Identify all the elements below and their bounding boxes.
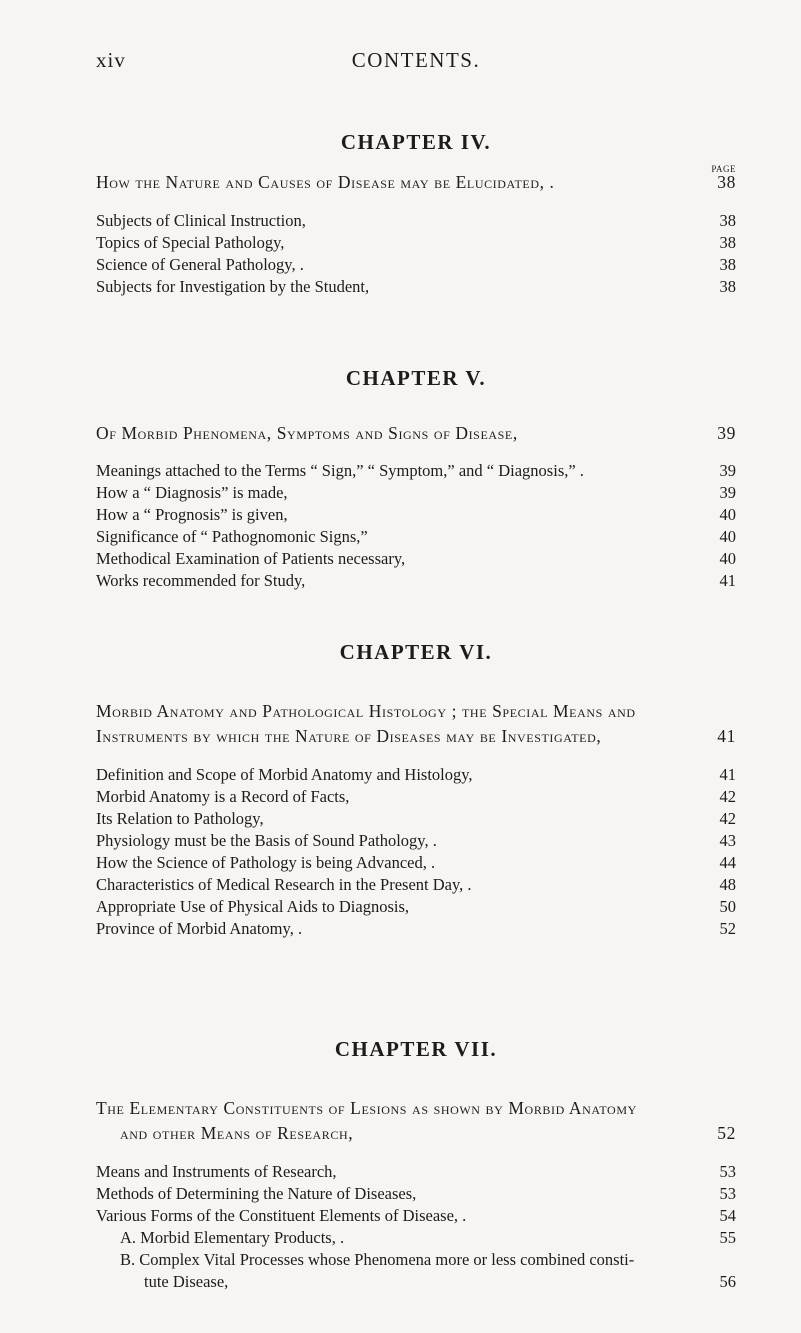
toc-entry: [96, 830, 736, 852]
page-number: 38: [717, 172, 736, 192]
toc-entry: [96, 852, 736, 874]
chapter-5: [96, 366, 736, 592]
toc-entry: [96, 482, 736, 504]
toc-entry-text: Characteristics of Medical Research in the Present Day, .: [96, 875, 472, 894]
running-title: CONTENTS.: [351, 48, 481, 72]
page-number: 38: [719, 277, 736, 296]
page-number: 43: [719, 831, 736, 850]
page-number: 40: [719, 505, 736, 524]
toc-entry: [96, 786, 736, 808]
page-number: 56: [719, 1272, 736, 1291]
chapter-heading-text: Of Morbid Phenomena, Symptoms and Signs of Disease,: [96, 423, 518, 443]
page-number: 55: [719, 1228, 736, 1247]
toc-entry-text: How the Science of Pathology is being Advanced, .: [96, 853, 436, 872]
toc-entries: [96, 1161, 736, 1293]
toc-entry-text: Its Relation to Pathology,: [96, 809, 264, 828]
page-number: 42: [719, 809, 736, 828]
chapter-title: CHAPTER VI.: [339, 640, 493, 664]
chapter-7: [96, 1037, 736, 1293]
toc-entries: [96, 460, 736, 592]
toc-entries: [96, 210, 736, 298]
toc-entry-text: Topics of Special Pathology,: [96, 233, 285, 252]
chapter-heading: [96, 421, 736, 446]
toc-entry: [96, 764, 736, 786]
page-number: 42: [719, 787, 736, 806]
toc-entry-text: B. Complex Vital Processes whose Phenomena more or less combined consti-: [120, 1250, 635, 1269]
toc-entry: [96, 1205, 736, 1227]
chapter-heading-line-1: The Elementary Constituents of Lesions as shown by Morbid Anatomy: [96, 1098, 637, 1118]
toc-entry-text: Significance of “ Pathognomonic Signs,”: [96, 527, 368, 546]
page-number: 40: [719, 549, 736, 568]
toc-entry-text: Works recommended for Study,: [96, 571, 306, 590]
toc-entry: [96, 874, 736, 896]
page-number: 53: [719, 1184, 736, 1203]
toc-entry-text: Meanings attached to the Terms “ Sign,” “ Symptom,” and “ Diagnosis,” .: [96, 461, 584, 480]
toc-entry: [96, 896, 736, 918]
toc-entry: [96, 1227, 736, 1249]
toc-entry: [96, 1161, 736, 1183]
chapter-heading: [96, 1096, 736, 1146]
chapter-6: [96, 640, 736, 940]
toc-entry: [96, 210, 736, 232]
toc-entry-text: Province of Morbid Anatomy, .: [96, 919, 303, 938]
page-number: 38: [719, 233, 736, 252]
chapter-heading-line-2: and other Means of Research,: [120, 1123, 354, 1143]
page-number: 53: [719, 1162, 736, 1181]
toc-entry-continuation: [96, 1271, 736, 1293]
toc-entry-text: Various Forms of the Constituent Elements of Disease, .: [96, 1206, 467, 1225]
toc-entry: [96, 276, 736, 298]
chapter-4: [96, 130, 736, 298]
page-number: 41: [717, 726, 736, 746]
toc-entry-text: Means and Instruments of Research,: [96, 1162, 337, 1181]
toc-entry-text: Subjects of Clinical Instruction,: [96, 211, 306, 230]
folio: xiv: [96, 48, 126, 72]
toc-entry: [96, 1249, 736, 1271]
toc-entry: [96, 526, 736, 548]
page-number: 50: [719, 897, 736, 916]
toc-entry: [96, 918, 736, 940]
toc-entry-text: Science of General Pathology, .: [96, 255, 304, 274]
toc-entry-text: Methods of Determining the Nature of Diseases,: [96, 1184, 417, 1203]
chapter-heading-line-1: Morbid Anatomy and Pathological Histology ; the Special Means and: [96, 701, 636, 721]
toc-entry: [96, 808, 736, 830]
chapter-heading: [96, 699, 736, 749]
toc-entry-text: How a “ Diagnosis” is made,: [96, 483, 288, 502]
page-number: 38: [719, 255, 736, 274]
page-number: 52: [717, 1123, 736, 1143]
page-number: 48: [719, 875, 736, 894]
toc-entry-text: Methodical Examination of Patients necessary,: [96, 549, 406, 568]
page-number: 52: [719, 919, 736, 938]
toc-entry-text: A. Morbid Elementary Products, .: [120, 1228, 345, 1247]
toc-entry: [96, 570, 736, 592]
page-number: 54: [719, 1206, 736, 1225]
page-number: 44: [719, 853, 736, 872]
toc-entry-text: Morbid Anatomy is a Record of Facts,: [96, 787, 350, 806]
chapter-heading: [96, 170, 736, 195]
chapter-title: CHAPTER VII.: [334, 1037, 498, 1061]
page-number: 39: [717, 423, 736, 443]
page-number: 41: [719, 765, 736, 784]
page-number: 38: [719, 211, 736, 230]
page-number: 39: [719, 461, 736, 480]
toc-entry-text: tute Disease,: [144, 1272, 229, 1291]
toc-entry-text: Definition and Scope of Morbid Anatomy and Histology,: [96, 765, 473, 784]
chapter-title: CHAPTER V.: [345, 366, 487, 390]
chapter-heading-text: How the Nature and Causes of Disease may be Elucidated, .: [96, 172, 555, 192]
toc-entry-text: How a “ Prognosis” is given,: [96, 505, 288, 524]
page-number: 40: [719, 527, 736, 546]
chapter-title: CHAPTER IV.: [340, 130, 492, 154]
toc-entry-text: Appropriate Use of Physical Aids to Diagnosis,: [96, 897, 410, 916]
page-number: 39: [719, 483, 736, 502]
toc-entry: [96, 504, 736, 526]
toc-entry: [96, 232, 736, 254]
toc-entries: [96, 764, 736, 940]
chapter-heading-line-2: Instruments by which the Nature of Diseases may be Investigated,: [96, 726, 602, 746]
toc-entry-text: Physiology must be the Basis of Sound Pathology, .: [96, 831, 437, 850]
running-head: [96, 48, 736, 78]
page-number: 41: [719, 571, 736, 590]
toc-entry: [96, 460, 736, 482]
toc-entry-text: Subjects for Investigation by the Student,: [96, 277, 370, 296]
toc-entry: [96, 254, 736, 276]
page-column-label: PAGE: [711, 164, 736, 174]
toc-entry: [96, 1183, 736, 1205]
toc-entry: [96, 548, 736, 570]
